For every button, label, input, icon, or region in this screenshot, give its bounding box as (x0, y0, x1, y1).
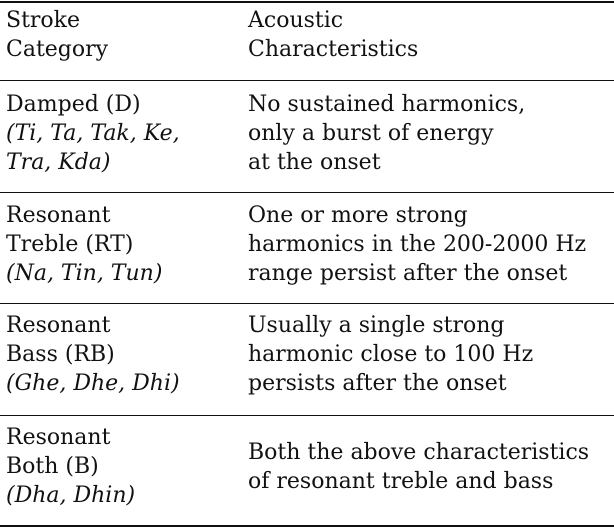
characteristics-line: at the onset (248, 150, 381, 175)
row-rule (0, 415, 614, 416)
header-stroke-category (6, 6, 238, 64)
row-damped-characteristics (248, 90, 614, 177)
top-rule (0, 1, 614, 3)
header-line: Category (6, 37, 109, 62)
header-rule (0, 80, 614, 81)
header-line: Acoustic (248, 8, 344, 33)
category-examples: Tra, Kda) (6, 150, 111, 175)
row-resonant-both-category (6, 423, 238, 510)
category-name: Resonant (6, 425, 111, 450)
header-acoustic-characteristics (248, 6, 614, 64)
category-examples: (Na, Tin, Tun) (6, 261, 163, 286)
row-rule (0, 192, 614, 193)
row-damped-category (6, 90, 238, 177)
characteristics-line: Both the above characteristics (248, 440, 590, 465)
row-resonant-treble-category (6, 201, 238, 288)
header-line: Characteristics (248, 37, 419, 62)
category-name: Both (B) (6, 454, 99, 479)
row-resonant-treble-characteristics (248, 201, 614, 288)
category-name: Damped (D) (6, 92, 141, 117)
header-line: Stroke (6, 8, 81, 33)
characteristics-line: No sustained harmonics, (248, 92, 526, 117)
characteristics-line: Usually a single strong (248, 313, 505, 338)
characteristics-line: of resonant treble and bass (248, 469, 554, 494)
category-examples: (Dha, Dhin) (6, 483, 136, 508)
characteristics-line: harmonic close to 100 Hz (248, 342, 534, 367)
row-rule (0, 303, 614, 304)
category-examples: (Ghe, Dhe, Dhi) (6, 371, 180, 396)
row-resonant-bass-category (6, 311, 238, 398)
category-name: Resonant (6, 313, 111, 338)
category-name: Treble (RT) (6, 232, 134, 257)
category-name: Resonant (6, 203, 111, 228)
category-examples: (Ti, Ta, Tak, Ke, (6, 121, 180, 146)
characteristics-line: harmonics in the 200-2000 Hz (248, 232, 587, 257)
row-resonant-bass-characteristics (248, 311, 614, 398)
characteristics-line: One or more strong (248, 203, 468, 228)
category-name: Bass (RB) (6, 342, 115, 367)
row-resonant-both-characteristics (248, 438, 614, 496)
characteristics-line: persists after the onset (248, 371, 507, 396)
characteristics-line: only a burst of energy (248, 121, 494, 146)
bottom-rule (0, 525, 614, 527)
characteristics-line: range persist after the onset (248, 261, 568, 286)
